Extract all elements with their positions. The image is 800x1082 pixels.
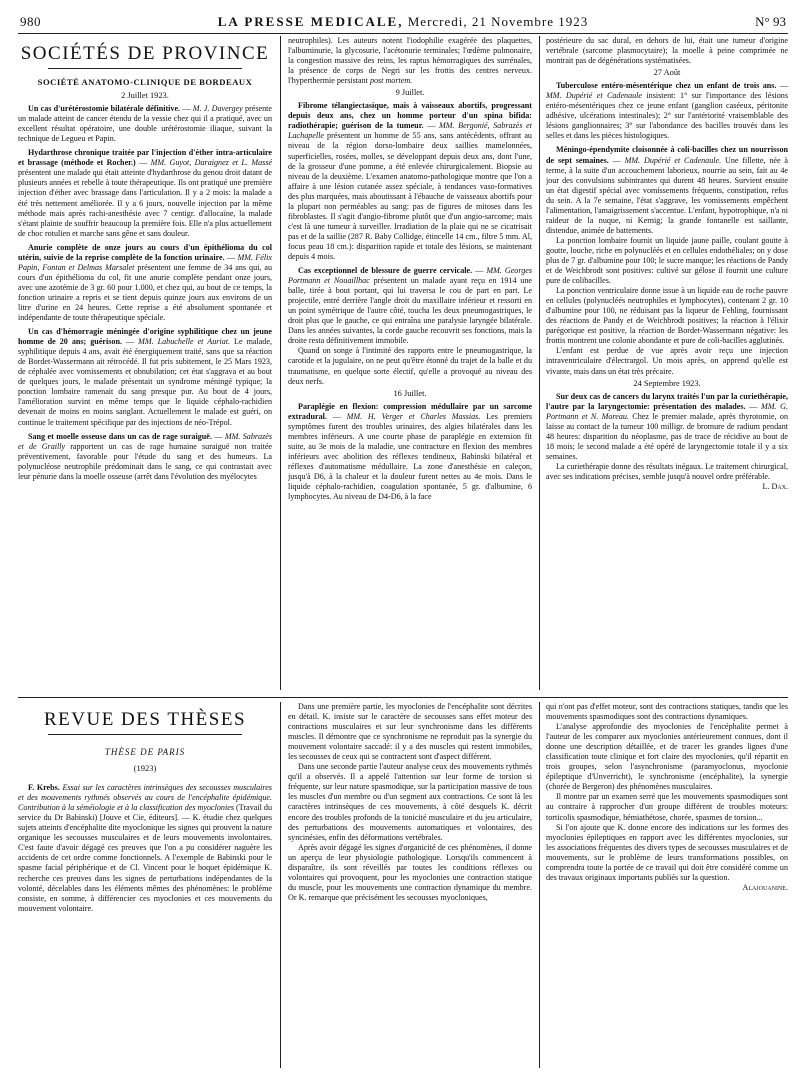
session-date: 16 Juillet. bbox=[393, 388, 427, 398]
article-larynx-p2: La curiethérapie donne des résultats inégaux. Le traitement chirurgical, avec ses indications précises, semble jusqu'à nouvel ordre préférable. bbox=[546, 461, 788, 481]
article-paraplegie-continued: postérieure du sac dural, en dehors de lui, était une tumeur d'origine vertébrale (sarcome plasmocytaire); la moelle à peine comprimée ne montrait pas de dégénérations systématisées. bbox=[546, 36, 788, 66]
article-meningo-p4: L'enfant est perdue de vue après avoir reçu une injection intraventriculaire d'électrargol. Un mois après, on apprend qu'elle est vivante, mais dans un état très précaire. bbox=[546, 346, 788, 376]
section-title-rule bbox=[48, 734, 242, 735]
article-urterostomie: Un cas d'urétérostomie bilatérale définitive. — M. J. Davergey présente un malade atteint de cancer étendu de la vessie chez qui il a pratiqué, avec un excellent résultat opératoire, une double urétérostomie iliaque, suivant la technique de Legueu et Papin. bbox=[18, 104, 272, 144]
section-title-societes: SOCIÉTÉS DE PROVINCE bbox=[20, 43, 270, 64]
societes-column-2 bbox=[288, 36, 532, 692]
societes-column-3 bbox=[546, 36, 788, 692]
these-intro: F. Krebs. Essai sur les caractères intrinsèques des secousses musculaires et des mouvements rythmés observés au cours de l'encéphalite épidémique. Contribution à la séméiologie et à la classification des myoclonies (Travail du service du Dr Babinski) [Jouve et Cie, éditeurs]. — K. étudie chez quelques sujets atteints d'encéphalite dite myoclonique les signes qui prouvent la nature organique les secousses musculaires et de leurs mouvements involontaires. C'est faute d'avoir dégagé ces preuves que l'on a pu considérer naguère les accidents de cet ordre comme fonctionnels. A l'exemple de Babinski pour le spasme facial périphérique et de Cl. Vincent pour le hoquet épidémique K. recherche ces preuves dans les signes de perturbations indépendantes de la volonté, décelables dans les éléments mêmes des phénomènes: le problème consiste, en somme, à différencier ces myoclonies et ces mouvements du mouvement volontaire. bbox=[18, 783, 272, 913]
session-date: 2 Juillet 1923. bbox=[121, 91, 169, 101]
theses-column-1 bbox=[18, 702, 272, 1070]
signature: L. Dax. bbox=[762, 482, 788, 492]
these-subtitle: THÈSE DE PARIS bbox=[104, 747, 186, 757]
article-hydarthrose: Hydarthrose chronique traitée par l'injection d'éther intra-articulaire et brassage (méthode et Rocher.) — MM. Guyot, Daraignez et L. Massé présentent une malade qui était atteinte d'hydarthrose du genou droit datant de plusieurs années et rebelle à toute thérapeutique. Ils ont pratiqué une première injection d'éther avec brassage dans l'articulation. Il y a 2 mois: la malade a été très nettement améliorée. Il y a 6 jours, nouvelle injection par la même méthode mais après rachi-anesthésie avec 7 centigr. d'allocaïne, la malade s'étant plainte de souffrir beaucoup la première fois. Elle n'a plus actuellement de choc rotulien et marche sans gêne et sans douleur. bbox=[18, 148, 272, 238]
these-p6: L'analyse approfondie des myoclonies de l'encéphalite permet à l'auteur de les comparer aux myoclonies antérieurement connues, dont il donne une description détaillée, et de tracer les grandes lignes d'une classification toute clinique et fort claire des myoclonies, qu'il répartit en trois groupes, selon l'asynchronisme (paramyoclonus, myoclonie épileptique d'Unverricht), le synchronisme (encéphalite), la synergie (chorée de Bergeron) des phénomènes musculaires. bbox=[546, 722, 788, 792]
journal-title bbox=[18, 12, 788, 32]
these-year: (1923) bbox=[133, 763, 157, 774]
article-rage: Sang et moelle osseuse dans un cas de rage suraiguë. — MM. Sabrazès et de Grailly rapportent un cas de rage humaine suraiguë non traitée préventivement, favorable pour l'étude du sang et des humeurs. La polynucléose neutrophile prédominait dans le sang, ce qui contrastait avec leur pénurie dans la moelle osseuse (arrêt dans l'évolution des myélocytes bbox=[18, 431, 272, 481]
theses-column-3 bbox=[546, 702, 788, 1070]
article-meningo-p3: La ponction ventriculaire donne issue à un liquide eau de roche pauvre en cellules (polynucléés neutrophiles et lymphocytes), contenant 2 gr. 10 d'albumine pour 100, ne réduisant pas la liqueur de Fehling, fournissant des réactions de Pandy et de Weichbrodt positives; la réaction à l'élixir parégorique est positive, la réaction de Bordet-Wassermann négative: les frottis montrent une colonie abondante et pure de coli-bacilles agglutinés. bbox=[546, 286, 788, 346]
section-title-rule bbox=[48, 68, 242, 69]
issue-number: N° 93 bbox=[755, 14, 786, 29]
column-divider bbox=[539, 702, 540, 1068]
these-signature: Alajouanine. bbox=[742, 882, 788, 892]
theses-column-2 bbox=[288, 702, 532, 1070]
article-blessure-p2: Quand on songe à l'intimité des rapports entre le pneumogastrique, la carotide et la jugulaire, on ne peut qu'être étonné du trajet de la balle et du traumatisme, en quelque sorte électif, qu'elle a provoqué au niveau des deux nerfs. bbox=[288, 346, 532, 386]
column-divider bbox=[280, 702, 281, 1068]
these-p7: Il montre par un examen serré que les mouvements spasmodiques sont au contraire à rapprocher d'un groupe différent de troubles moteurs: torticolis spasmodique, hémiathétose, chorée, spasmes de torsion... bbox=[546, 792, 788, 822]
these-p8: Si l'on ajoute que K. donne encore des indications sur les formes des myoclonies épileptiques en rapport avec les différentes myoclonies, sur les associations fréquentes des divers types de secousses musculaires et de mouvements, sur le problème de leurs transformations possibles, on comprendra toute la portée de ce travail qui doit être considéré comme un des travaux originaux importants publiés sur la question. bbox=[546, 822, 788, 882]
article-tuberculose: Tuberculose entéro-mésentérique chez un enfant de trois ans. — MM. Dupérié et Cadenaule insistent: 1° sur l'importance des lésions entéro-mésentériques chez ce jeune enfant (ganglion caséeux, péritonite adhésive, ulcérations intestinales); 2° sur l'antériorité vraisemblable des lésions ganglionnaires; 3° sur l'abondance des bacilles trouvés dans les selles et dans les pièces histologiques. bbox=[546, 81, 788, 141]
journal-page bbox=[18, 12, 788, 1072]
header-rule bbox=[18, 33, 788, 34]
article-rage-continued: neutrophiles). Les auteurs notent l'iodophilie exagérée des plaquettes, l'albuminurie, la glycosurie, l'acétonurie terminales; l'œdème pulmonaire, la congestion massive des reins, les raptus hémorragiques des surrénales, la présence de corps de Negri sur les frottis des centres nerveux. l'hyperthermie persistant post mortem. bbox=[288, 36, 532, 86]
article-hemorragie: Un cas d'hémorragie méningée d'origine syphilitique chez un jeune homme de 20 ans; guérison. — MM. Labuchelle et Auriat. Le malade, syphilitique depuis 4 ans, avait été énergiquement traité, sans que sa réaction de Bordet-Wassermann ait rétrocédé. Il fut pris subitement, le 25 Mars 1923, de céphalée avec vomissements et obnubilation; cet état s'aggrava et au bout de quelques jours, le malade présentait un syndrome méningé typique; la ponction lombaire ramenait du sang presque pur. Au bout de 4 jours, l'amélioration survint en même temps que le liquide céphalo-rachidien devenait de moins en moins sanglant. Actuellement le malade est guéri, on continue le traitement spécifique par des injections de néo-Trépol. bbox=[18, 327, 272, 427]
session-date: 9 Juillet. bbox=[395, 88, 425, 98]
section-title-theses: REVUE DES THÈSES bbox=[43, 709, 247, 730]
these-p5: qui n'ont pas d'effet moteur, sont des contractions statiques, tandis que les mouvements spasmodiques sont des contractions dynamiques. bbox=[546, 702, 788, 722]
these-p2: Dans une première partie, les myoclonies de l'encéphalite sont décrites en détail. K. insiste sur le caractère de secousses sans effet moteur des contractions musculaires et sur leur synchronisme dans les différents muscles. Il démontre que ce synchronisme ne reproduit pas la synergie du mouvement volontaire saccadé: il y a des muscles qui restent immobiles, les secousses de ceux qui se contractent sont d'aspect différent. bbox=[288, 702, 532, 762]
page-number: 980 bbox=[20, 14, 41, 29]
journal-name: LA PRESSE MEDICALE, bbox=[217, 14, 404, 29]
session-date: 24 Septembre 1923. bbox=[633, 378, 701, 388]
column-divider bbox=[539, 36, 540, 690]
running-header bbox=[18, 12, 788, 32]
these-p3: Dans une seconde partie l'auteur analyse ceux des mouvements rythmés qu'il a observés. Il a appelé l'attention sur leur forme de torsion si fréquente, sur leur nature spasmodique, sur la participation massive de tous les muscles d'un membre ou d'un segment aux contractions. Ce sont là les caractères intrinsèques de ces mouvements, à côté desquels K. décrit encore des troubles profonds de la tonicité musculaire et du jeu articulaire, des perturbations des mouvements automatiques et volontaires, des syncinésies, enfin des déformations vertébrales. bbox=[288, 762, 532, 842]
column-divider bbox=[280, 36, 281, 690]
article-meningo: Méningo-épendymite cloisonnée à coli-bacilles chez un nourrisson de sept semaines. — MM. Dupérié et Cadenaule. Une fillette, née à terme, à la suite d'un accouchement laborieux, nourrie au sein, fait au 4e jour des convulsions subintrantes qui durent 48 heures. Survient ensuite un état digestif spécial avec vomissements fréquents, constipation, refus du sein. A la 7e semaine, l'état s'aggrave, les vomissements empêchent l'alimentation, l'amaigrissement s'accentue. L'enfant, hypotrophique, n'a ni raideur de la nuque, ni Kernig; la grande fontanelle est saillante, distendue, animée de battements. bbox=[546, 145, 788, 235]
these-p4: Après avoir dégagé les signes d'organicité de ces phénomènes, il donne un aperçu de leur physiologie pathologique. Lorsqu'ils commencent à disparaître, ils sont réveillés par toutes les conditions réflexes ou volontaires qui provoquent, pour les myoclonies une contraction statique du muscle, pour les mouvements une contraction dynamique du membre. Or K. remarque que précisément les secousses myocloniques, bbox=[288, 842, 532, 902]
article-fibrome: Fibrome télangiectasique, mais à vaisseaux abortifs, progressant depuis deux ans, chez un homme porteur d'un spina bifida: radiothérapie; guérison de la tumeur. — MM. Bergonié, Sabrazès et Lachapelle présentent un homme de 55 ans, sans antécédents, offrant au niveau de la région dorso-lombaire deux saillies mamelonnées, superficielles, rosées, molles, se développant depuis deux ans, dont l'une, de la grosseur d'une pomme, a été enlevée chirurgicalement. Biopsie au niveau de la deuxième. L'examen anatomo-pathologique montre que l'on a affaire à une lésion cutanée assez spéciale, à tendances vaso-formatives des plus marquées, mais aboutissant à l'ébauche de vaisseaux abortifs pour la plupart non perméables au sang: pas de figures de mitoses dans les fibroblastes. Il s'agit d'angio-fibrome plutôt que d'un angio-sarcome; mais c'est là une tumeur à surveiller. Irradiation de la plaie qui ne se cicatrisait pas et de la saillie (287 R. Baby Collidge, étincelle 14 cm., filtre 5 mm. Al, focus peau 18 cm.): disparition rapide et totale des lésions, se maintenant depuis 4 mois. bbox=[288, 101, 532, 261]
section-divider-rule bbox=[18, 697, 788, 698]
article-paraplegie: Paraplégie en flexion: compression médullaire par un sarcome extradural. — MM. H. Verger et Charles Massias. Les premiers symptômes furent des troubles urinaires, des algies bilatérales dans les membres inférieurs. A une courte phase de paraplégie en extension fit suite, au 3e mois de la maladie, une contracture en flexion des membres inférieurs avec abolition des réflexes tendineux, Babinski bilatéral et réflexes d'automatisme médullaire. La zone d'anesthésie en caleçon, jusqu'à D6, à la chaleur et la douleur furent nettes au 4e mois. Dans le liquide céphalo-rachidien, coagulation spontanée, 5 gr. d'albumine, 6 lymphocytes. Au niveau de D4-D6, à la face bbox=[288, 401, 532, 502]
article-larynx: Sur deux cas de cancers du larynx traités l'un par la curiethérapie, l'autre par la laryngectomie: présentation des malades. — MM. G. Portmann et N. Moreau. Chez le premier malade, après thyrotomie, on laisse au contact de la tumeur 100 milligr. de bromure de radium pendant 48 heures: disparition du néoplasme, pas de trace de récidive au bout de 18 mois; le second malade a été opéré de laryngectomie totale il y a six semaines. bbox=[546, 391, 788, 461]
issue-date: Mercredi, 21 Novembre 1923 bbox=[407, 14, 589, 29]
session-date: 27 Août bbox=[653, 68, 681, 78]
article-blessure: Cas exceptionnel de blessure de guerre cervicale. — MM. Georges Portmann et Nouaillhac présentent un malade ayant reçu en 1914 une balle, tirée à bout portant, qui lui traversa le cou de part en part. Le projectile, entré derrière l'angle droit du maxillaire inférieur et ressorti en un point symétrique de l'autre côté, toucha les deux pneumogastriques, le droit plus que le gauche, ce qui entraîna une paralysie laryngée bilatérale. Dans les années suivantes, la corde gauche recouvrit ses fonctions, mais la droite resta définitivement immobile. bbox=[288, 266, 532, 346]
society-name: SOCIÉTÉ ANATOMO-CLINIQUE DE BORDEAUX bbox=[37, 77, 253, 87]
societes-column-1 bbox=[18, 36, 272, 692]
article-anurie: Anurie complète de onze jours au cours d'un épithélioma du col utérin, suivie de la reprise complète de la fonction urinaire. — MM. Félix Papin, Fontan et Delmas Marsalet présentent une femme de 34 ans qui, au cours d'un épithélioma du col, fit une anurie complète pendant onze jours, avec une azotémie de 3 gr. 60 pour 1.000, et chez qui, au bout de ce temps, la fonction urinaire a repris et se tient depuis quinze jours aux environs de un litre d'urine en 24 heures. Cette reprise a été absolument spontanée et indépendante de toute thérapeutique spéciale. bbox=[18, 242, 272, 323]
article-meningo-p2: La ponction lombaire fournit un liquide jaune paille, coulant goutte à goutte, louche, riche en polynucléés et en cellules endothéliales; on y dose plus de 7 gr. d'albumine pour 100; le sucre manque; les réactions de Pandy et de Weichbrodt sont positives: cultivé sur gélose il fournit une culture pure de colibacilles. bbox=[546, 235, 788, 286]
